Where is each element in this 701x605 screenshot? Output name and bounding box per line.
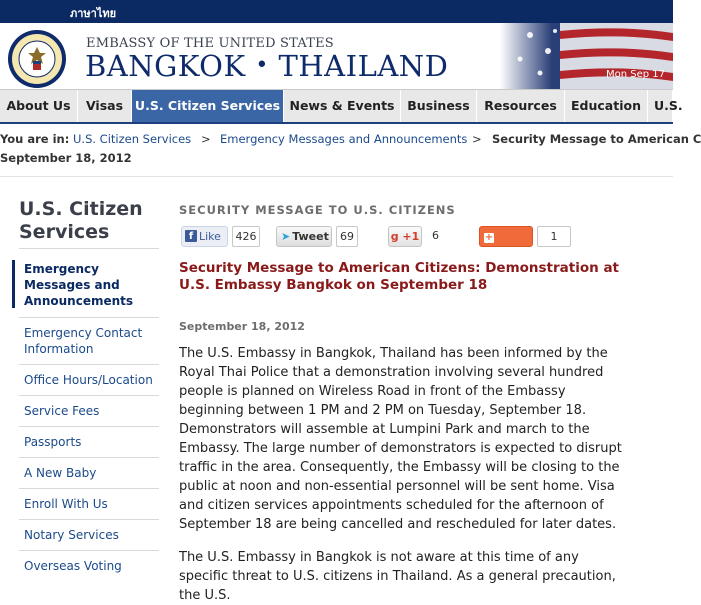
facebook-like-button[interactable] — [181, 226, 228, 247]
tweet-count: 69 — [336, 226, 358, 247]
nav-news-events[interactable]: News & Events — [284, 90, 401, 122]
city-left: BANGKOK — [85, 49, 246, 83]
sidebar-divider — [19, 488, 159, 489]
sidebar-divider — [19, 317, 159, 318]
nav-resources[interactable]: Resources — [477, 90, 565, 122]
sidebar-divider — [19, 550, 159, 551]
sidebar-divider — [19, 395, 159, 396]
nav-us-overflow[interactable]: U.S. — [648, 90, 673, 122]
like-count: 426 — [232, 226, 260, 247]
article-title: Security Message to American Citizens: Demonstration at U.S. Embassy Bangkok on September 18 — [179, 260, 620, 293]
city-separator-dot: • — [255, 53, 269, 78]
share-button[interactable] — [479, 226, 533, 262]
section-heading: SECURITY MESSAGE TO U.S. CITIZENS — [179, 203, 456, 217]
sidebar-divider — [19, 248, 159, 249]
sidebar-item-emergency-contact[interactable]: Emergency Contact Information — [24, 326, 143, 356]
top-bar — [0, 0, 673, 23]
nav-education[interactable]: Education — [565, 90, 648, 122]
sidebar-divider — [19, 364, 159, 365]
gplus-count: 6 — [426, 226, 445, 245]
breadcrumb-divider — [0, 176, 673, 177]
share-label: Share — [480, 249, 517, 262]
site-header — [0, 23, 673, 89]
sidebar-title: U.S. Citizen Services — [19, 198, 143, 243]
share-plus-icon: + — [484, 232, 494, 243]
sidebar-item-emergency-messages[interactable]: Emergency Messages and Announcements — [24, 262, 134, 308]
google-plus-one-button[interactable] — [388, 226, 422, 247]
sidebar-item-enroll[interactable]: Enroll With Us — [24, 497, 108, 511]
nav-visas[interactable]: Visas — [78, 90, 132, 122]
gplus-label: +1 — [402, 230, 420, 243]
tweet-label: Tweet — [292, 230, 329, 243]
sidebar-divider — [19, 457, 159, 458]
nav-us-citizen-services[interactable]: U.S. Citizen Services — [132, 90, 284, 122]
embassy-line: EMBASSY OF THE UNITED STATES — [86, 36, 334, 51]
sidebar-item-office-hours[interactable]: Office Hours/Location — [24, 373, 153, 387]
city-right: THAILAND — [278, 49, 449, 83]
sidebar-item-notary[interactable]: Notary Services — [24, 528, 119, 542]
main-navigation — [0, 89, 683, 124]
breadcrumb-separator: > — [472, 132, 482, 146]
city-heading[interactable] — [85, 49, 448, 83]
facebook-icon: f — [185, 230, 197, 242]
article-paragraph-1: The U.S. Embassy in Bangkok, Thailand has been informed by the Royal Thai Police that a demonstration involving several hundred people is planned on Wireless Road in front of the Embassy beginning between 1 PM and 2 PM on Tuesday, September 18. Demonstrators will assemble at Lumpini Park and march to the Embassy. The large number of demonstrators is expected to disrupt traffic in the area. Consequently, the Embassy will be closing to the public at noon and non-essential personnel will be sent home. Visa and citizen services appointments scheduled for the afternoon of September 18 are being cancelled and rescheduled for later dates. — [179, 346, 622, 532]
sidebar-item-overseas-voting[interactable]: Overseas Voting — [24, 559, 122, 573]
share-count: 1 — [537, 226, 571, 247]
sidebar-item-passports[interactable]: Passports — [24, 435, 82, 449]
thai-language-link[interactable]: ภาษาไทย — [70, 7, 117, 20]
breadcrumb-current-continued: September 18, 2012 — [0, 151, 132, 165]
sidebar-item-new-baby[interactable]: A New Baby — [24, 466, 97, 480]
google-plus-icon: g — [390, 230, 399, 243]
sidebar-divider — [19, 426, 159, 427]
article-date: September 18, 2012 — [179, 320, 305, 333]
breadcrumb-label: You are in: — [0, 132, 70, 146]
breadcrumb-separator: > — [201, 132, 211, 146]
nav-about-us[interactable]: About Us — [0, 90, 78, 122]
article-paragraph-2: The U.S. Embassy in Bangkok is not aware at this time of any specific threat to U.S. citizens in Thailand. As a general precaution, the U.S. — [179, 550, 616, 603]
breadcrumb-link-emergency-messages[interactable]: Emergency Messages and Announcements — [220, 132, 468, 146]
twitter-icon: ➤ — [281, 230, 291, 243]
sidebar-divider — [19, 519, 159, 520]
sidebar-current-marker — [12, 260, 15, 308]
share-toolbar — [179, 226, 673, 262]
breadcrumb-link-citizen-services[interactable]: U.S. Citizen Services — [73, 132, 192, 146]
header-datestamp: Mon Sep 17 — [606, 69, 666, 80]
nav-business[interactable]: Business — [401, 90, 477, 122]
like-label: Like — [199, 230, 221, 243]
embassy-seal-icon[interactable] — [7, 29, 67, 89]
breadcrumb-current: Security Message to American C — [492, 132, 701, 146]
tweet-button[interactable] — [276, 226, 332, 247]
sidebar-item-service-fees[interactable]: Service Fees — [24, 404, 100, 418]
